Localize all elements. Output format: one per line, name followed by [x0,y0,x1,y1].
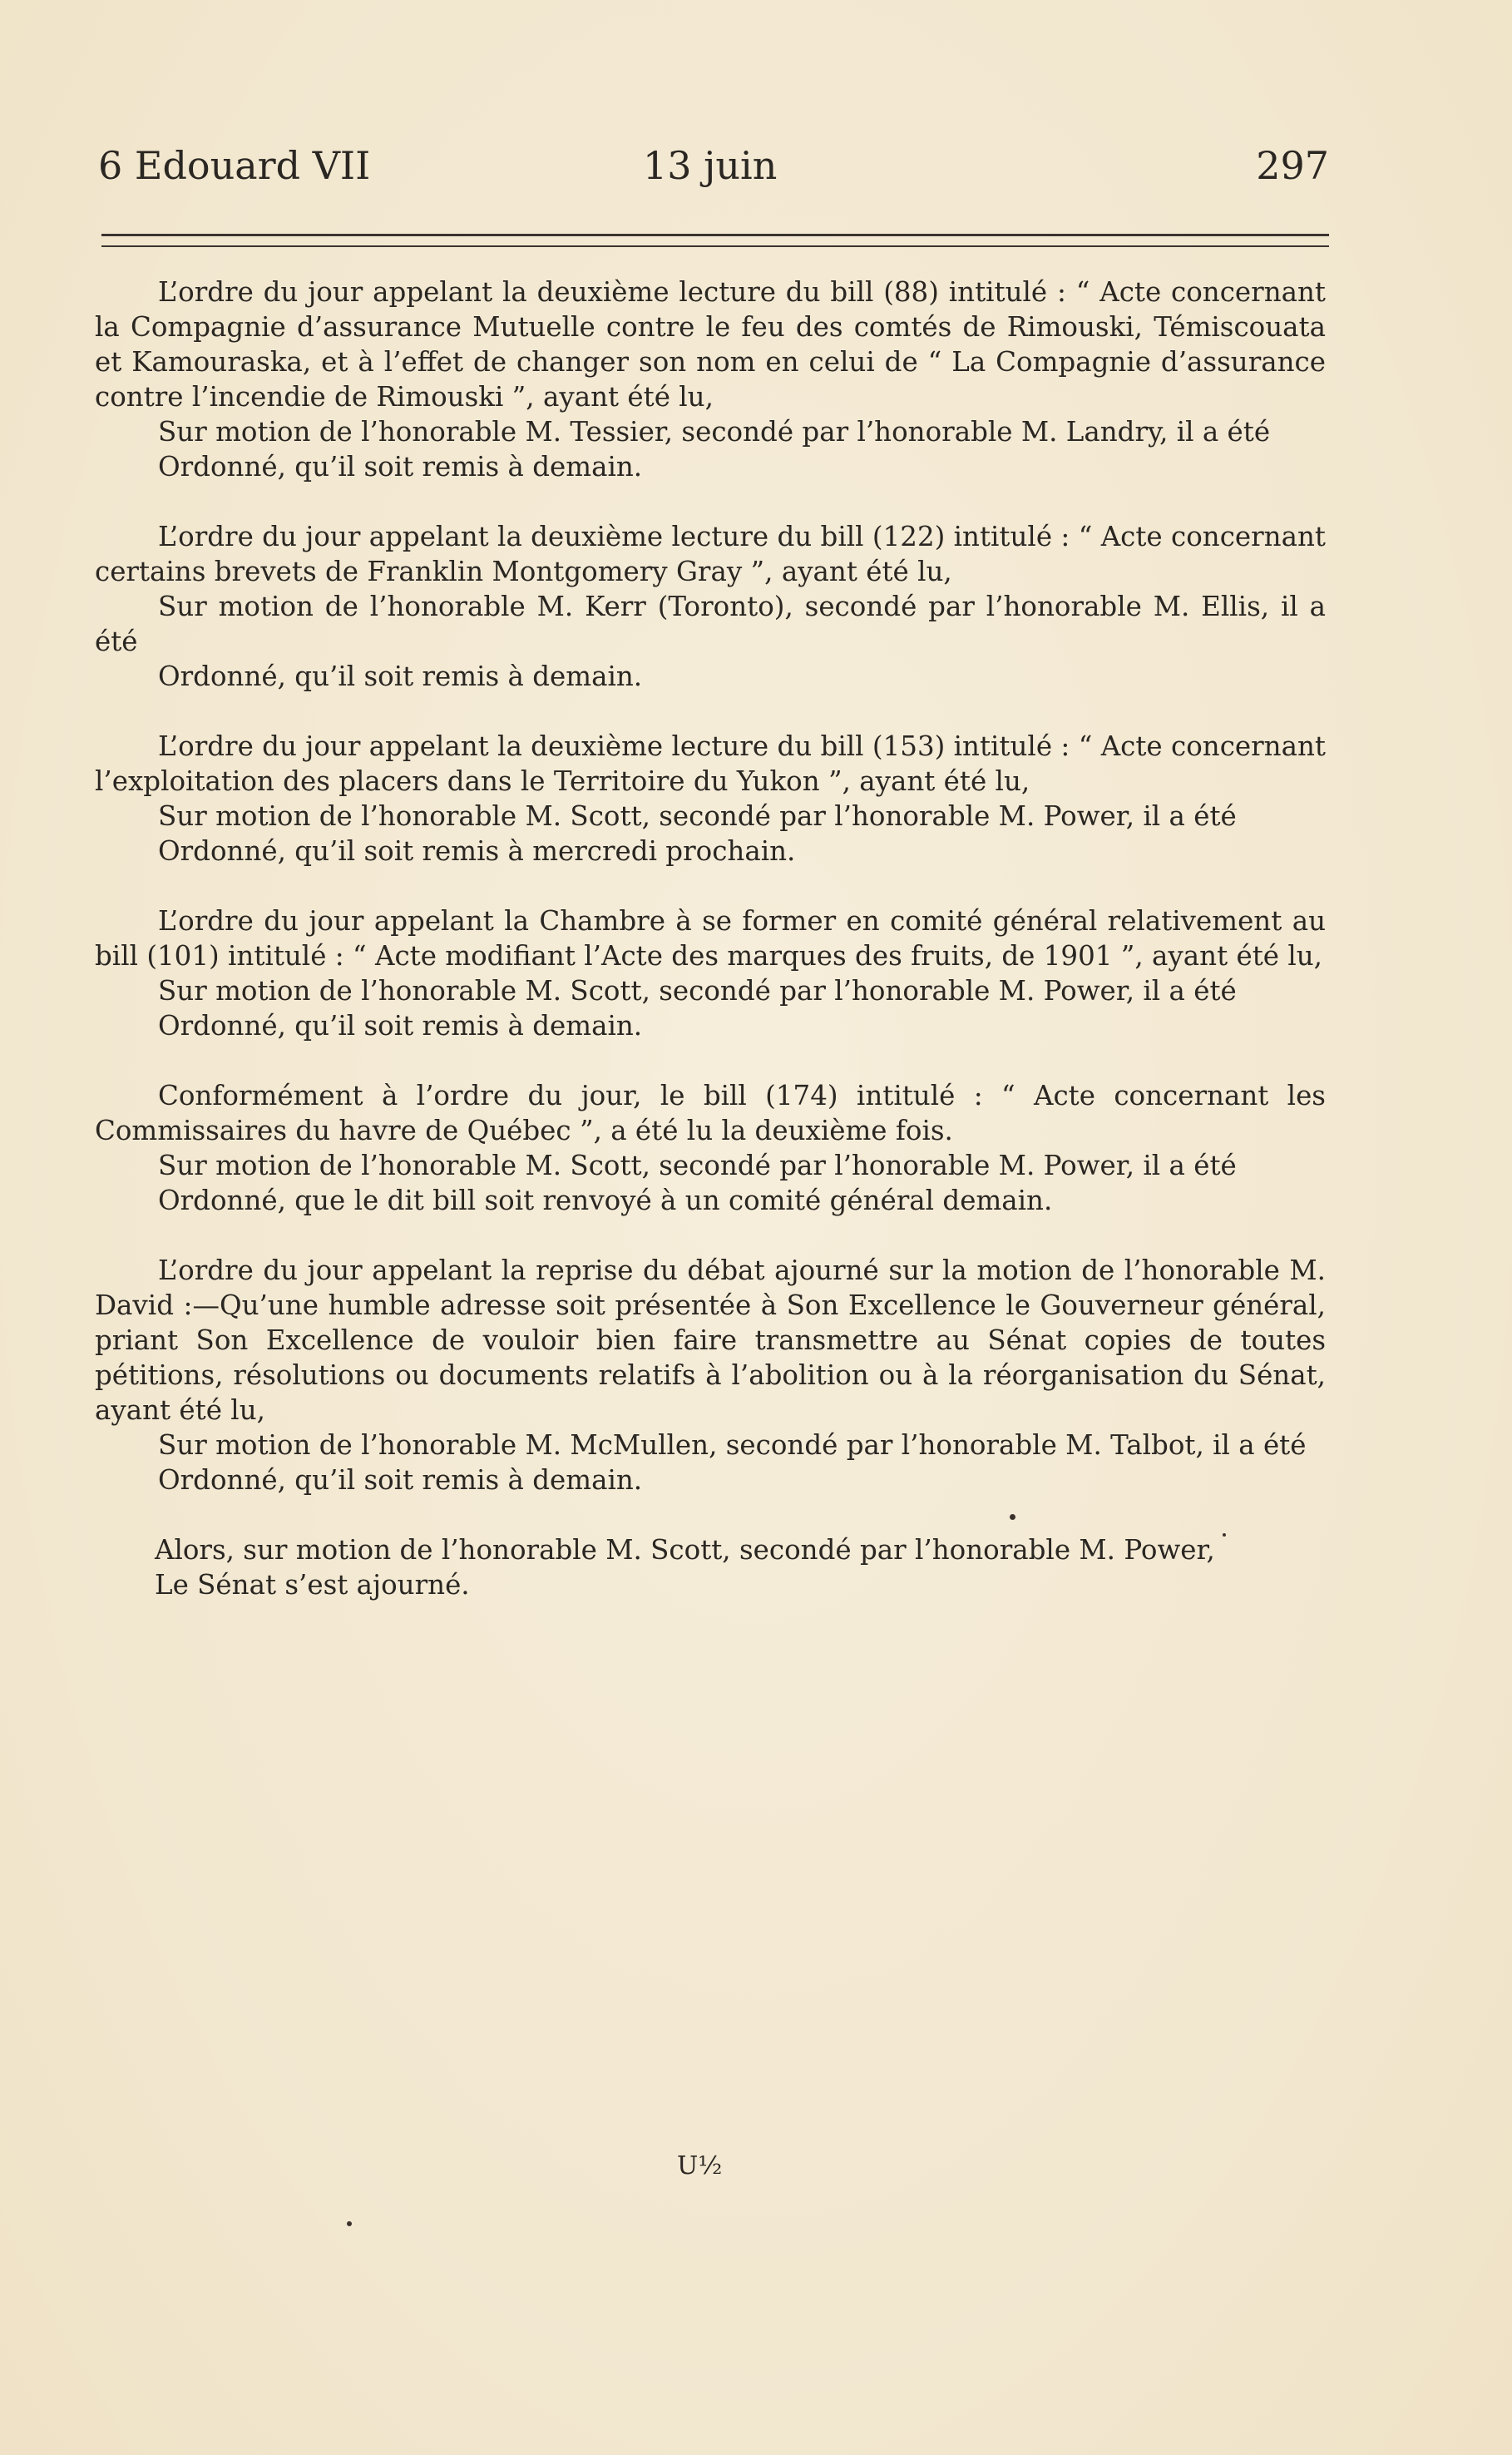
entry-paragraph: L’ordre du jour appelant la reprise du débat ajourné sur la motion de l’honorable M. David :—Qu’une humble adresse soit présentée à Son Excellence le Gouverneur général, priant Son Excellence de vouloir bien faire transmettre au Sénat copies de toutes pétitions, résolutions ou documents relatifs à l’abolition ou à la réorganisation du Sénat, ayant été lu, [95,1255,1326,1426]
header-rule-top [101,234,1329,236]
header-date: 13 juin [643,143,778,188]
adjournment-result: Le Sénat s’est ajourné. [155,1569,470,1601]
entry-bill-122 [95,519,1326,694]
header-regnal-year: 6 Edouard VII [98,143,371,188]
entry-order: Ordonné, que le dit bill soit renvoyé à un comité général demain. [158,1185,1053,1216]
entry-motion: Sur motion de l’honorable M. Kerr (Toronto), secondé par l’honorable M. Ellis, il a été [95,591,1326,657]
entry-bill-88 [95,275,1326,484]
entry-bill-153 [95,729,1326,869]
entry-paragraph: L’ordre du jour appelant la Chambre à se former en comité général relativement au bill (101) intitulé : “ Acte modifiant l’Acte des marques des fruits, de 1901 ”, ayant été lu, [95,905,1326,972]
running-header [98,143,1329,201]
adjournment-motion: Alors, sur motion de l’honorable M. Scott, secondé par l’honorable M. Power, [155,1534,1215,1566]
journal-body [95,275,1326,1637]
entry-paragraph: L’ordre du jour appelant la deuxième lecture du bill (122) intitulé : “ Acte concernant certains brevets de Franklin Montgomery Gray ”, ayant été lu, [95,521,1326,587]
entry-motion: Sur motion de l’honorable M. Scott, secondé par l’honorable M. Power, il a été [158,1150,1237,1181]
entry-adjournment [95,1532,1326,1602]
entry-motion: Sur motion de l’honorable M. Scott, secondé par l’honorable M. Power, il a été [158,800,1237,832]
header-rule-bottom [101,245,1329,247]
entry-order: Ordonné, qu’il soit remis à mercredi prochain. [158,835,796,867]
entry-paragraph: Conformément à l’ordre du jour, le bill (174) intitulé : “ Acte concernant les Commissaires du havre de Québec ”, a été lu la deuxième fois. [95,1080,1326,1146]
entry-motion: Sur motion de l’honorable M. Tessier, secondé par l’honorable M. Landry, il a été [158,416,1271,448]
entry-paragraph: L’ordre du jour appelant la deuxième lecture du bill (153) intitulé : “ Acte concernant l’exploitation des placers dans le Territoire du Yukon ”, ayant été lu, [95,730,1326,797]
entry-david-motion [95,1253,1326,1497]
entry-paragraph: L’ordre du jour appelant la deuxième lecture du bill (88) intitulé : “ Acte concernant la Compagnie d’assurance Mutuelle contre le feu des comtés de Rimouski, Témiscouata et Kamouraska, et à l’effet de changer son nom en celui de “ La Compagnie d’assurance contre l’incendie de Rimouski ”, ayant été lu, [95,276,1326,413]
entry-order: Ordonné, qu’il soit remis à demain. [158,451,643,483]
ink-speck [347,2221,352,2226]
entry-order: Ordonné, qu’il soit remis à demain. [158,661,643,692]
entry-order: Ordonné, qu’il soit remis à demain. [158,1464,643,1496]
ink-speck [1010,1514,1015,1520]
ink-speck [1223,1533,1226,1537]
entry-order: Ordonné, qu’il soit remis à demain. [158,1010,643,1042]
entry-bill-101 [95,903,1326,1043]
entry-bill-174 [95,1078,1326,1218]
entry-motion: Sur motion de l’honorable M. McMullen, secondé par l’honorable M. Talbot, il a été [158,1429,1307,1461]
entry-motion: Sur motion de l’honorable M. Scott, secondé par l’honorable M. Power, il a été [158,975,1237,1007]
signature-mark: U½ [677,2151,723,2180]
page-number: 297 [1256,143,1329,188]
